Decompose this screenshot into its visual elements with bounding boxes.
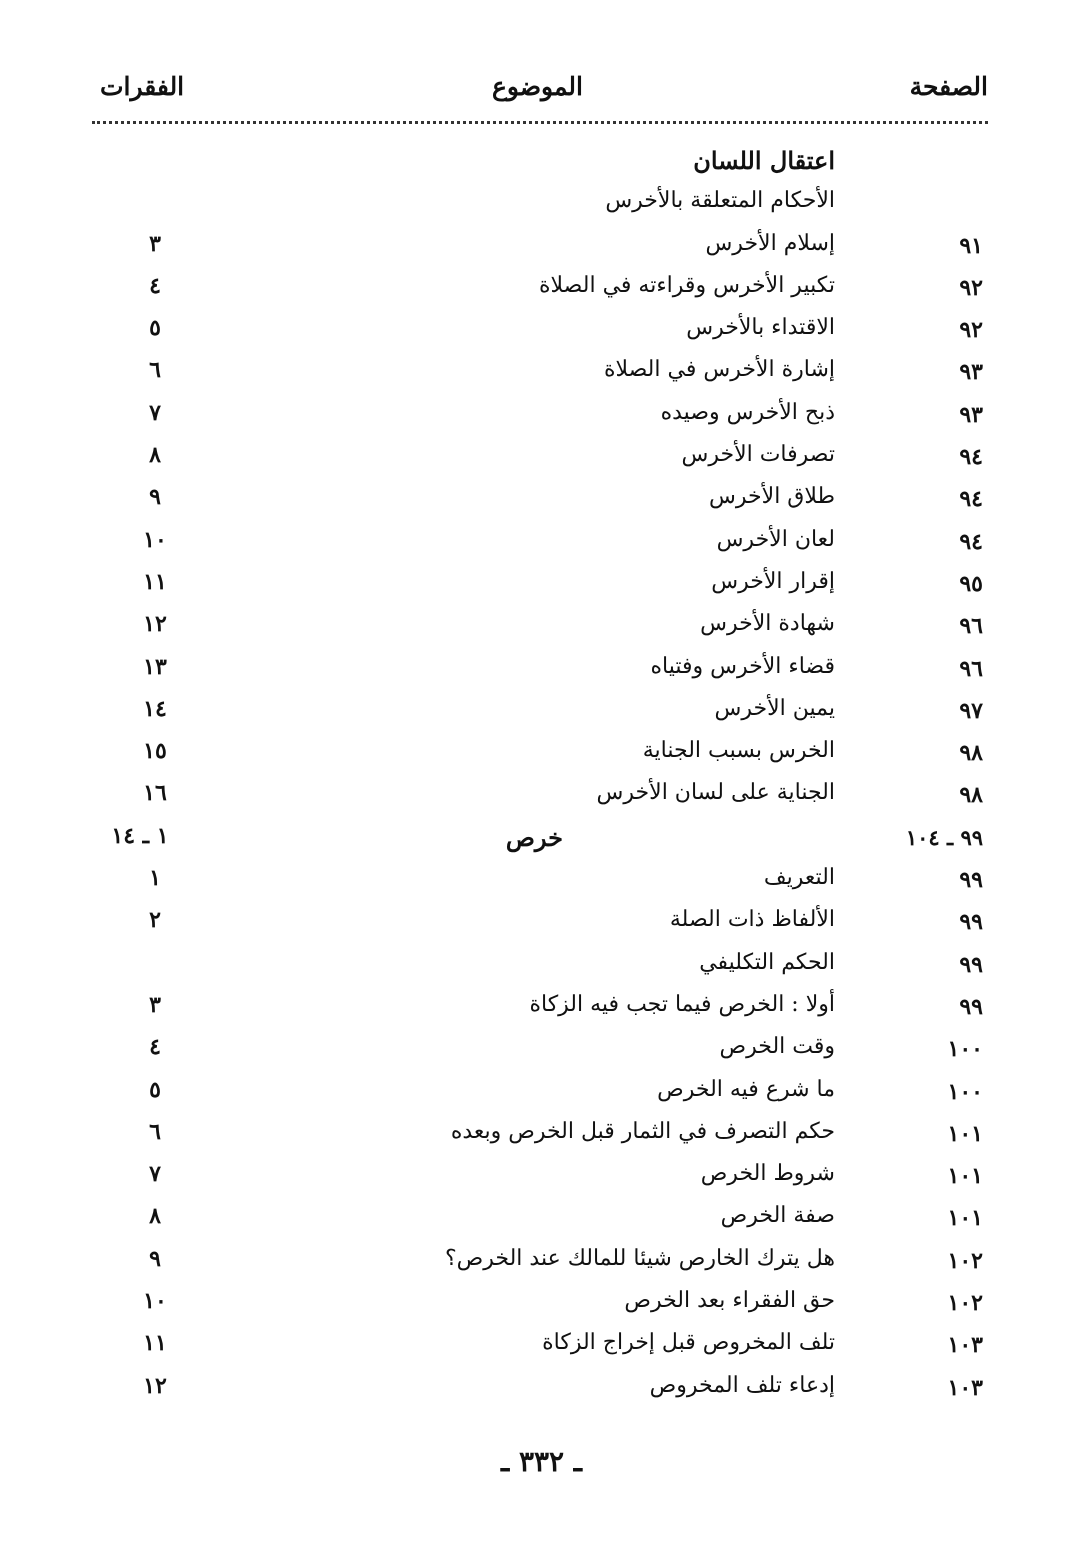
index-row	[80, 986, 983, 1028]
index-entries	[80, 140, 983, 1409]
entry-topic: قضاء الأخرس وفتياه	[650, 653, 835, 679]
entry-page-number: ٩٩	[959, 867, 983, 894]
entry-page-number: ٩٢	[959, 274, 983, 301]
entry-topic: الجناية على لسان الأخرس	[596, 780, 835, 806]
entry-paragraph-number: ١ ـ ١٤	[111, 822, 169, 849]
entry-topic: صفة الخرص	[720, 1203, 835, 1229]
entry-topic: إسلام الأخرس	[705, 230, 835, 256]
index-row	[80, 648, 983, 690]
index-row	[80, 309, 983, 351]
entry-topic: وقت الخرص	[719, 1034, 835, 1060]
entry-page-number: ٩٨	[959, 740, 983, 767]
index-row	[80, 817, 983, 859]
entry-paragraph-number: ١٥	[143, 738, 167, 765]
index-row	[80, 1028, 983, 1070]
entry-paragraph-number: ٨	[149, 1203, 161, 1230]
entry-page-number: ١٠٠	[947, 1036, 983, 1063]
entry-page-number: ٩٤	[959, 444, 983, 471]
entry-paragraph-number: ١٤	[143, 695, 167, 722]
entry-paragraph-number: ٩	[149, 1245, 161, 1272]
index-row	[80, 1155, 983, 1197]
entry-paragraph-number: ٥	[149, 315, 161, 342]
entry-page-number: ٩٨	[959, 782, 983, 809]
entry-topic: هل يترك الخارص شيئا للمالك عند الخرص؟	[444, 1245, 835, 1271]
entry-page-number: ٩٩	[959, 993, 983, 1020]
header-dotted-divider	[92, 121, 988, 124]
index-row	[80, 1367, 983, 1409]
index-row	[80, 859, 983, 901]
entry-topic: ما شرع فيه الخرص	[657, 1076, 835, 1102]
entry-topic: شروط الخرص	[700, 1161, 835, 1187]
entry-topic: التعريف	[763, 865, 835, 891]
entry-page-number: ٩٤	[959, 486, 983, 513]
index-row	[80, 436, 983, 478]
entry-topic: تكبير الأخرس وقراءته في الصلاة	[539, 272, 835, 298]
entry-page-number: ١٠١	[947, 1163, 983, 1190]
entry-topic: طلاق الأخرس	[709, 484, 835, 510]
entry-topic: يمين الأخرس	[714, 695, 835, 721]
index-row	[80, 394, 983, 436]
table-header	[92, 72, 988, 118]
index-row	[80, 944, 983, 986]
entry-paragraph-number: ١٠	[143, 526, 167, 553]
index-row	[80, 182, 983, 224]
header-page-label: الصفحة	[909, 72, 988, 101]
entry-topic: الحكم التكليفي	[699, 949, 835, 975]
entry-topic: خرص	[505, 822, 563, 852]
entry-paragraph-number: ١٠	[143, 1288, 167, 1315]
index-row	[80, 140, 983, 182]
entry-topic: تلف المخروص قبل إخراج الزكاة	[542, 1330, 835, 1356]
index-row	[80, 1282, 983, 1324]
entry-topic: حكم التصرف في الثمار قبل الخرص وبعده	[450, 1118, 835, 1144]
index-row	[80, 690, 983, 732]
entry-page-number: ٩٩	[959, 909, 983, 936]
entry-topic: حق الفقراء بعد الخرص	[624, 1288, 835, 1314]
entry-paragraph-number: ١٢	[143, 611, 167, 638]
entry-topic: إدعاء تلف المخروص	[649, 1372, 835, 1398]
entry-topic: الألفاظ ذات الصلة	[669, 907, 835, 933]
entry-topic: أولا : الخرص فيما تجب فيه الزكاة	[529, 991, 835, 1017]
entry-paragraph-number: ٦	[149, 357, 161, 384]
entry-paragraph-number: ٧	[149, 1161, 161, 1188]
header-topic-label: الموضوع	[492, 72, 583, 101]
entry-topic: الأحكام المتعلقة بالأخرس	[605, 188, 835, 214]
entry-page-number: ١٠٢	[947, 1247, 983, 1274]
index-row	[80, 901, 983, 943]
index-row	[80, 1113, 983, 1155]
index-row	[80, 1240, 983, 1282]
index-row	[80, 267, 983, 309]
entry-paragraph-number: ٨	[149, 442, 161, 469]
entry-page-number: ١٠١	[947, 1120, 983, 1147]
index-row	[80, 563, 983, 605]
entry-page-number: ٩٣	[959, 401, 983, 428]
entry-page-number: ٩٩	[959, 951, 983, 978]
entry-paragraph-number: ١١	[143, 1330, 167, 1357]
entry-topic: لعان الأخرس	[716, 526, 835, 552]
index-row	[80, 1324, 983, 1366]
entry-paragraph-number: ٩	[149, 484, 161, 511]
entry-topic: شهادة الأخرس	[700, 611, 835, 637]
index-row	[80, 605, 983, 647]
index-row	[80, 774, 983, 816]
page-number: ـ ٣٣٢ ـ	[500, 1445, 583, 1478]
entry-paragraph-number: ١١	[143, 568, 167, 595]
entry-page-number: ٩٤	[959, 528, 983, 555]
index-row	[80, 521, 983, 563]
entry-page-number: ٩٦	[959, 613, 983, 640]
entry-topic: اعتقال اللسان	[693, 146, 835, 175]
index-row	[80, 225, 983, 267]
entry-paragraph-number: ١٢	[143, 1372, 167, 1399]
entry-paragraph-number: ٣	[149, 230, 161, 257]
entry-topic: إقرار الأخرس	[711, 568, 835, 594]
index-row	[80, 351, 983, 393]
entry-page-number: ٩١	[959, 232, 983, 259]
entry-paragraph-number: ٣	[149, 991, 161, 1018]
entry-paragraph-number: ١٣	[143, 653, 167, 680]
entry-paragraph-number: ٤	[149, 272, 161, 299]
header-paragraphs-label: الفقرات	[100, 72, 185, 101]
entry-paragraph-number: ٦	[149, 1118, 161, 1145]
index-row	[80, 478, 983, 520]
entry-topic: تصرفات الأخرس	[681, 442, 835, 468]
entry-topic: الاقتداء بالأخرس	[686, 315, 835, 341]
entry-page-number: ٩٥	[959, 570, 983, 597]
entry-paragraph-number: ١٦	[143, 780, 167, 807]
entry-paragraph-number: ١	[149, 865, 161, 892]
entry-page-number: ٩٦	[959, 655, 983, 682]
entry-page-number: ٩٧	[959, 697, 983, 724]
entry-topic: الخرس بسبب الجناية	[642, 738, 835, 764]
entry-page-number: ١٠٣	[947, 1332, 983, 1359]
index-row	[80, 732, 983, 774]
entry-paragraph-number: ٢	[149, 907, 161, 934]
entry-page-number: ١٠٠	[947, 1078, 983, 1105]
entry-topic: إشارة الأخرس في الصلاة	[603, 357, 835, 383]
entry-topic: ذبح الأخرس وصيده	[660, 399, 835, 425]
entry-paragraph-number: ٥	[149, 1076, 161, 1103]
entry-page-number: ٩٢	[959, 317, 983, 344]
entry-page-number: ٩٩ ـ ١٠٤	[905, 824, 983, 850]
entry-page-number: ١٠١	[947, 1205, 983, 1232]
entry-paragraph-number: ٧	[149, 399, 161, 426]
index-row	[80, 1071, 983, 1113]
entry-page-number: ١٠٣	[947, 1374, 983, 1401]
entry-page-number: ١٠٢	[947, 1290, 983, 1317]
entry-paragraph-number: ٤	[149, 1034, 161, 1061]
index-row	[80, 1197, 983, 1239]
entry-page-number: ٩٣	[959, 359, 983, 386]
